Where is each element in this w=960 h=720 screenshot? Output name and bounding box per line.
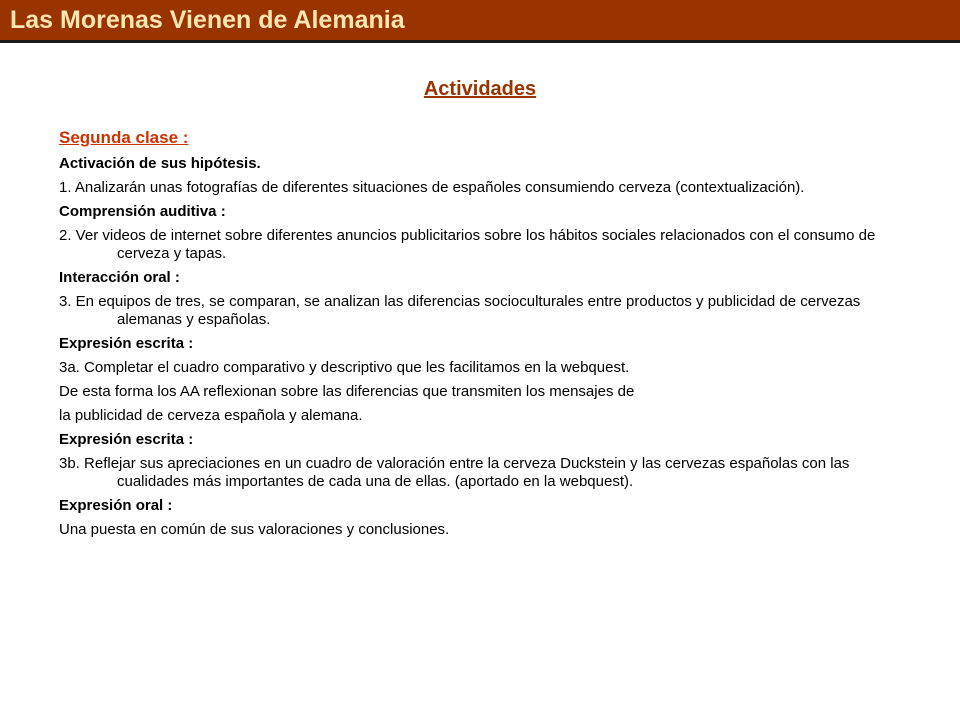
activity-text: Una puesta en común de sus valoraciones y conclusiones.	[59, 521, 450, 538]
activities-list	[59, 155, 904, 545]
activity-label: Expresión oral :	[59, 497, 173, 514]
activity-text: 3. En equipos de tres, se comparan, se analizan las diferencias socioculturales entre productos y publicidad de cervezas alemanas y españolas.	[59, 293, 861, 328]
activity-label: Comprensión auditiva :	[59, 203, 226, 220]
activity-label: Interacción oral :	[59, 269, 180, 286]
section-title: Segunda clase :	[59, 128, 189, 147]
activity-text: 1. Analizarán unas fotografías de diferentes situaciones de españoles consumiendo cerveza (contextualización).	[59, 179, 805, 196]
activity-text: 2. Ver videos de internet sobre diferentes anuncios publicitarios sobre los hábitos sociales relacionados con el consumo de cerveza y tapas.	[59, 227, 876, 262]
activity-text: De esta forma los AA reflexionan sobre las diferencias que transmiten los mensajes de	[59, 383, 635, 400]
activity-label: Expresión escrita :	[59, 335, 194, 352]
activity-label: Activación de sus hipótesis.	[59, 155, 261, 172]
activity-label: Expresión escrita :	[59, 431, 194, 448]
slide-title: Las Morenas Vienen de Alemania	[10, 6, 405, 34]
activity-text: 3a. Completar el cuadro comparativo y descriptivo que les facilitamos en la webquest.	[59, 359, 630, 376]
activity-text: la publicidad de cerveza española y alemana.	[59, 407, 363, 424]
activity-text: 3b. Reflejar sus apreciaciones en un cuadro de valoración entre la cerveza Duckstein y las cervezas españolas con las cualidades más importantes de cada una de ellas. (aportado en la webquest).	[59, 455, 850, 490]
activities-heading: Actividades	[423, 78, 537, 100]
title-bar	[0, 0, 960, 43]
